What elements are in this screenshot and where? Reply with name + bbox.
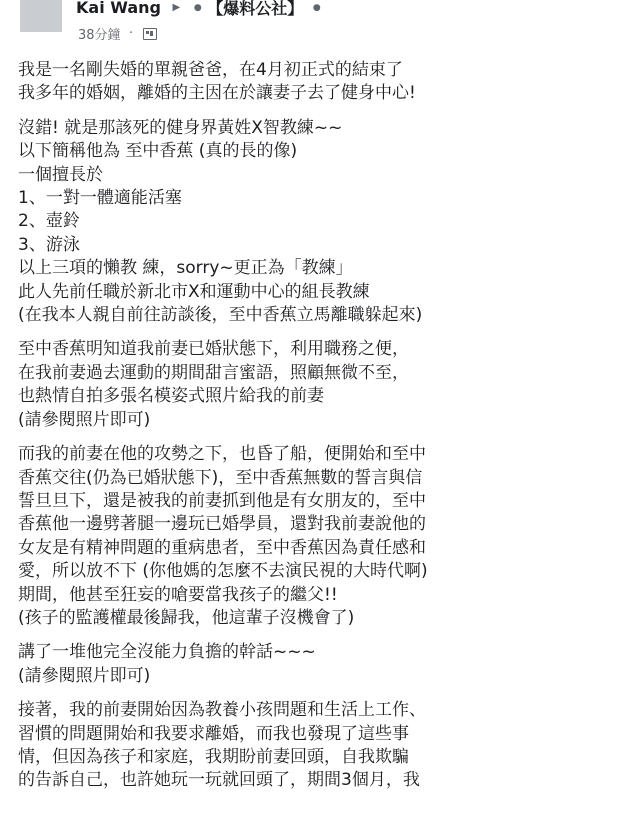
post-text-line: (請參閱照片即可): [18, 409, 151, 430]
post-paragraph: [18, 699, 618, 793]
group-privacy-icon: [143, 28, 157, 40]
post-paragraph: [18, 59, 618, 106]
post-paragraph: [18, 117, 618, 328]
post-text-line: 2、壺鈴: [18, 211, 80, 232]
meta-separator: ·: [124, 26, 133, 41]
author-name[interactable]: Kai Wang: [76, 0, 161, 17]
separator-dot-icon: ●: [193, 2, 202, 13]
post-text-line: 女友是有精神問題的重病患者，至中香蕉因為責任感和: [18, 537, 426, 558]
post-text-line: 而我的前妻在他的攻勢之下，也昏了船，便開始和至中: [18, 444, 426, 465]
post-header: [0, 0, 624, 50]
post-text-line: 的告訴自己，也許她玩一玩就回頭了，期間3個月，我: [18, 770, 420, 791]
post-body: [18, 59, 618, 804]
post-text-line: 在我前妻過去運動的期間甜言蜜語，照顧無微不至，: [18, 362, 409, 383]
post-text-line: 接著，我的前妻開始因為教養小孩問題和生活上工作、: [18, 700, 426, 721]
post-text-line: 至中香蕉明知道我前妻已婚狀態下，利用職務之便，: [18, 339, 409, 360]
post-text-line: 情，但因為孩子和家庭，我期盼前妻回頭，自我欺騙: [18, 746, 409, 767]
post-text-line: 沒錯! 就是那該死的健身界黃姓X智教練~~: [18, 117, 343, 138]
separator-dot-icon: ●: [312, 2, 321, 13]
post-text-line: (孩子的監護權最後歸我，他這輩子沒機會了): [18, 607, 355, 628]
post-text-line: 1、一對一體適能活塞: [18, 188, 182, 209]
post-text-line: 3、游泳: [18, 234, 80, 255]
post-text-line: 誓旦旦下，還是被我的前妻抓到他是有女朋友的，至中: [18, 490, 426, 511]
post-text-line: 我多年的婚姻，離婚的主因在於讓妻子去了健身中心!: [18, 83, 416, 104]
post-text-line: 我是一名剛失婚的單親爸爸，在4月初正式的結束了: [18, 60, 403, 80]
post-paragraph: [18, 338, 618, 432]
post-text-line: 講了一堆他完全沒能力負擔的幹話~~~: [18, 642, 316, 663]
post-text-line: 習慣的問題開始和我要求離婚，而我也發現了這些事: [18, 723, 409, 744]
post-text-line: 香蕉他一邊劈著腿一邊玩已婚學員，還對我前妻說他的: [18, 514, 426, 535]
post-text-line: 期間，他甚至狂妄的嗆要當我孩子的繼父!!: [18, 584, 338, 605]
post-text-line: 也熱情自拍多張名模姿式照片給我的前妻: [18, 386, 324, 407]
post-text-line: 愛，所以放不下 (你他媽的怎麼不去演民視的大時代啊): [18, 561, 428, 582]
post-author-line: [76, 0, 321, 16]
group-name[interactable]: 【爆料公社】: [207, 0, 304, 18]
post-paragraph: [18, 641, 618, 688]
post-text-line: 香蕉交往(仍為已婚狀態下)，至中香蕉無數的誓言與信: [18, 467, 423, 488]
post-meta: [78, 24, 157, 43]
post-text-line: 以上三項的懶教 練，sorry~更正為「教練」: [18, 258, 353, 279]
post-text-line: (在我本人親自前往訪談後，至中香蕉立馬離職躲起來): [18, 305, 423, 326]
post-paragraph: [18, 443, 618, 630]
post-text-line: 一個擅長於: [18, 164, 103, 185]
avatar[interactable]: [20, 0, 62, 32]
post-text-line: 以下簡稱他為 至中香蕉 (真的長的像): [18, 141, 298, 162]
share-arrow-icon: ▶: [172, 2, 181, 13]
post-text-line: (請參閱照片即可): [18, 665, 151, 686]
post-text-line: 此人先前任職於新北市X和運動中心的組長教練: [18, 281, 370, 302]
post-timestamp[interactable]: 38分鐘: [78, 28, 121, 43]
